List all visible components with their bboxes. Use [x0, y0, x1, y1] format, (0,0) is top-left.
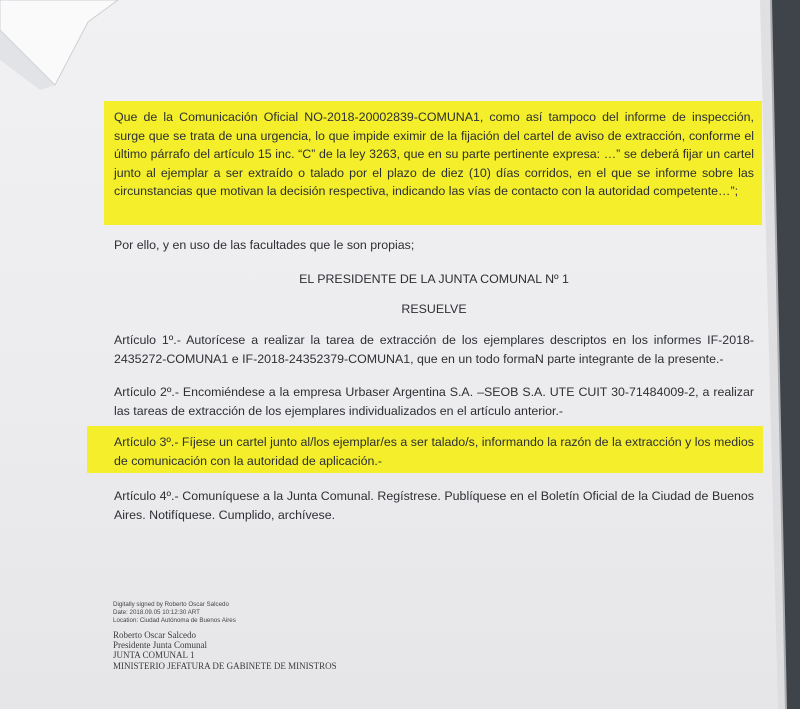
- articulo-2: Artículo 2º.- Encomiéndese a la empresa Urbaser Argentina S.A. –SEOB S.A. UTE CUIT 30-71484009-2, a realizar las tareas de extracción de los ejemplares individualizados en el artículo anterior.-: [114, 385, 754, 418]
- paragraph-por-ello: Por ello, y en uso de las facultades que le son propias;: [114, 238, 415, 252]
- articulo-4: Artículo 4º.- Comuníquese a la Junta Comunal. Regístrese. Publíquese en el Boletín Oficial de la Ciudad de Buenos Aires. Notifíquese. Cumplido, archívese.: [114, 489, 754, 522]
- heading-resuelve: RESUELVE: [401, 302, 467, 316]
- articulo-1: Artículo 1º.- Autorícese a realizar la tarea de extracción de los ejemplares descriptos en los informes IF-2018-2435272-COMUNA1 e IF-2018-24352379-COMUNA1, que en un todo formaN parte integrante de la presente.-: [114, 333, 754, 366]
- signature-block: [113, 630, 337, 671]
- digital-signed-by: Digitally signed by Roberto Oscar Salcedo: [113, 601, 229, 608]
- articulo-3: Artículo 3º.- Fíjese un cartel junto al/los ejemplar/es a ser talado/s, informando la razón de la extracción y los medios de comunicación con la autoridad de aplicación.-: [114, 435, 754, 468]
- digital-sign-location: Location: Ciudad Autónoma de Buenos Aires: [113, 616, 236, 624]
- signer-role: Presidente Junta Comunal: [113, 640, 207, 651]
- signer-name: Roberto Oscar Salcedo: [113, 630, 196, 640]
- digital-sign-date: Date: 2018.09.05 10:12:30 ART: [113, 608, 200, 616]
- heading-presidente: EL PRESIDENTE DE LA JUNTA COMUNAL Nº 1: [299, 272, 569, 286]
- signer-unit: JUNTA COMUNAL 1: [113, 650, 195, 661]
- digital-signature-stamp: [113, 601, 236, 624]
- signer-ministry: MINISTERIO JEFATURA DE GABINETE DE MINISTROS: [113, 660, 337, 671]
- paragraph-considerando: Que de la Comunicación Oficial NO-2018-20002839-COMUNA1, como así tampoco del informe de inspección, surge que se trata de una urgencia, lo que impide eximir de la fijación del cartel de aviso de extracción, conforme el último párrafo del artículo 15 inc. “C” de la ley 3263, que en su parte pertinente expresa: …” se deberá fijar un cartel junto al ejemplar a ser extraído o talado por el plazo de diez (10) días corridos, en el que se informe sobre las circunstancias que motivan la decisión respectiva, indicando las vías de contacto con la autoridad competente…”;: [114, 110, 754, 199]
